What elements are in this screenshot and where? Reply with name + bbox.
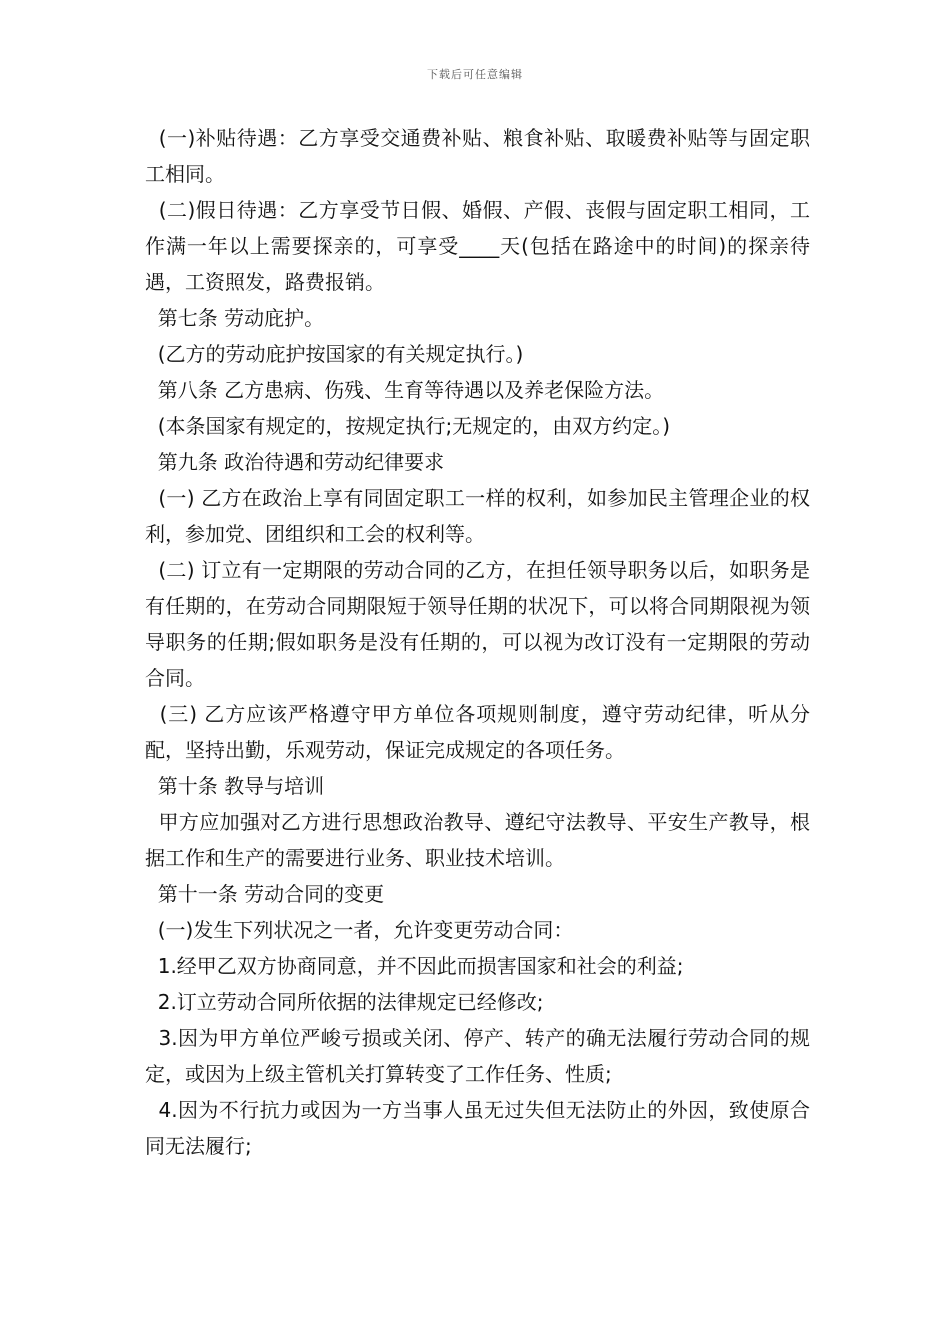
paragraph-article-8: (本条国家有规定的，按规定执行;无规定的，由双方约定。) — [145, 414, 671, 438]
paragraph-article-9-2: (二) 订立有一定期限的劳动合同的乙方，在担任领导职务以后，如职务是有任期的，在劳动合同期限短于领导任期的状况下，可以将合同期限视为领导职务的任期;假如职务是没有任期的，可以视为改订没有一定期限的劳动合同。 — [145, 558, 810, 690]
page-header: 下载后可任意编辑 — [427, 68, 523, 81]
list-item-3: 3.因为甲方单位严峻亏损或关闭、停产、转产的确无法履行劳动合同的规定，或因为上级主管机关打算转变了工作任务、性质; — [145, 1026, 810, 1086]
paragraph-article-9-1: (一) 乙方在政治上享有同固定职工一样的权利，如参加民主管理企业的权利，参加党、团组织和工会的权利等。 — [145, 486, 810, 546]
article-9-heading: 第九条 政治待遇和劳动纪律要求 — [145, 450, 445, 474]
document-body — [145, 120, 810, 1164]
paragraph-holiday: (二)假日待遇：乙方享受节日假、婚假、产假、丧假与固定职工相同，工作满一年以上需要探亲的，可享受____天(包括在路途中的时间)的探亲待遇，工资照发，路费报销。 — [145, 198, 810, 294]
article-11-heading: 第十一条 劳动合同的变更 — [145, 882, 385, 906]
paragraph-subsidy: (一)补贴待遇：乙方享受交通费补贴、粮食补贴、取暖费补贴等与固定职工相同。 — [145, 126, 810, 186]
paragraph-article-10: 甲方应加强对乙方进行思想政治教导、遵纪守法教导、平安生产教导，根据工作和生产的需要进行业务、职业技术培训。 — [145, 810, 811, 870]
list-item-4: 4.因为不行抗力或因为一方当事人虽无过失但无法防止的外因，致使原合同无法履行; — [145, 1098, 810, 1158]
paragraph-article-9-3: (三) 乙方应该严格遵守甲方单位各项规则制度，遵守劳动纪律，听从分配，坚持出勤，乐观劳动，保证完成规定的各项任务。 — [145, 702, 811, 762]
list-item-2: 2.订立劳动合同所依据的法律规定已经修改; — [145, 990, 544, 1014]
article-8-heading: 第八条 乙方患病、伤残、生育等待遇以及养老保险方法。 — [145, 378, 665, 402]
paragraph-article-7: (乙方的劳动庇护按国家的有关规定执行。) — [145, 342, 524, 366]
article-10-heading: 第十条 教导与培训 — [145, 774, 325, 798]
article-7-heading: 第七条 劳动庇护。 — [145, 306, 325, 330]
paragraph-article-11-intro: (一)发生下列状况之一者，允许变更劳动合同： — [145, 918, 574, 942]
list-item-1: 1.经甲乙双方协商同意，并不因此而损害国家和社会的利益; — [145, 954, 684, 978]
